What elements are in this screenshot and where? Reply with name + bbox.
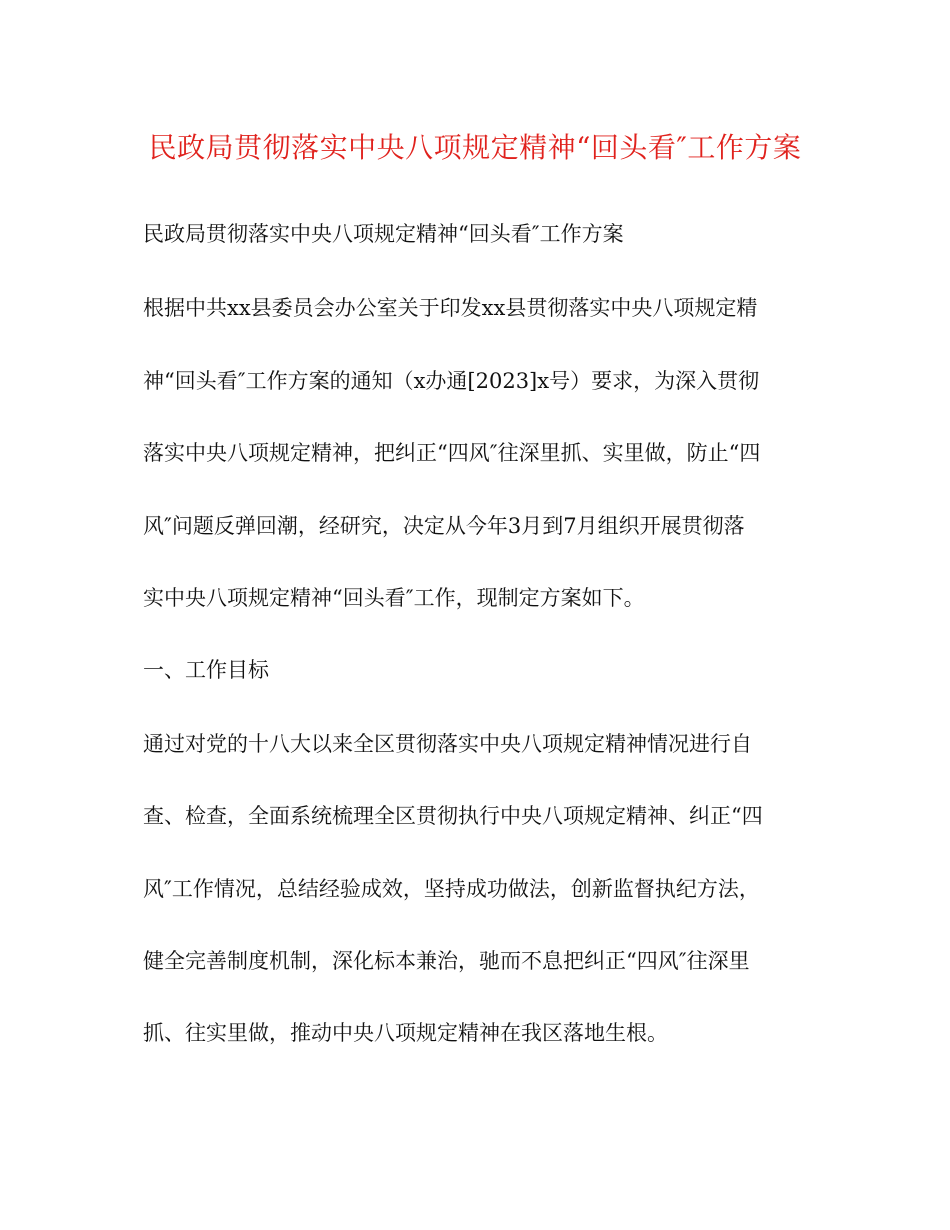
subtitle-line: 民政局贯彻落实中央八项规定精神“回头看″工作方案 xyxy=(143,222,624,246)
paragraph-line: 实中央八项规定精神“回头看″工作，现制定方案如下。 xyxy=(143,586,645,610)
paragraph-line: 风″工作情况，总结经验成效，坚持成功做法，创新监督执纪方法， xyxy=(143,877,760,901)
paragraph-line: 健全完善制度机制，深化标本兼治，驰而不息把纠正“四风″往深里 xyxy=(143,949,750,973)
paragraph-line: 神“回头看″工作方案的通知（x办通[2023]x号）要求，为深入贯彻 xyxy=(143,369,760,393)
paragraph-line: 风″问题反弹回潮，经研究，决定从今年3月到7月组织开展贯彻落 xyxy=(143,514,745,538)
document-title: 民政局贯彻落实中央八项规定精神“回头看″工作方案 xyxy=(148,131,802,164)
paragraph-line: 根据中共xx县委员会办公室关于印发xx县贯彻落实中央八项规定精 xyxy=(143,296,758,320)
paragraph-line: 查、检查，全面系统梳理全区贯彻执行中央八项规定精神、纠正“四 xyxy=(143,804,763,828)
paragraph-line: 抓、往实里做，推动中央八项规定精神在我区落地生根。 xyxy=(143,1021,668,1045)
paragraph-line: 落实中央八项规定精神，把纠正“四风″往深里抓、实里做，防止“四 xyxy=(143,441,761,465)
section-heading: 一、工作目标 xyxy=(143,658,269,682)
paragraph-line: 通过对党的十八大以来全区贯彻落实中央八项规定精神情况进行自 xyxy=(143,732,752,756)
